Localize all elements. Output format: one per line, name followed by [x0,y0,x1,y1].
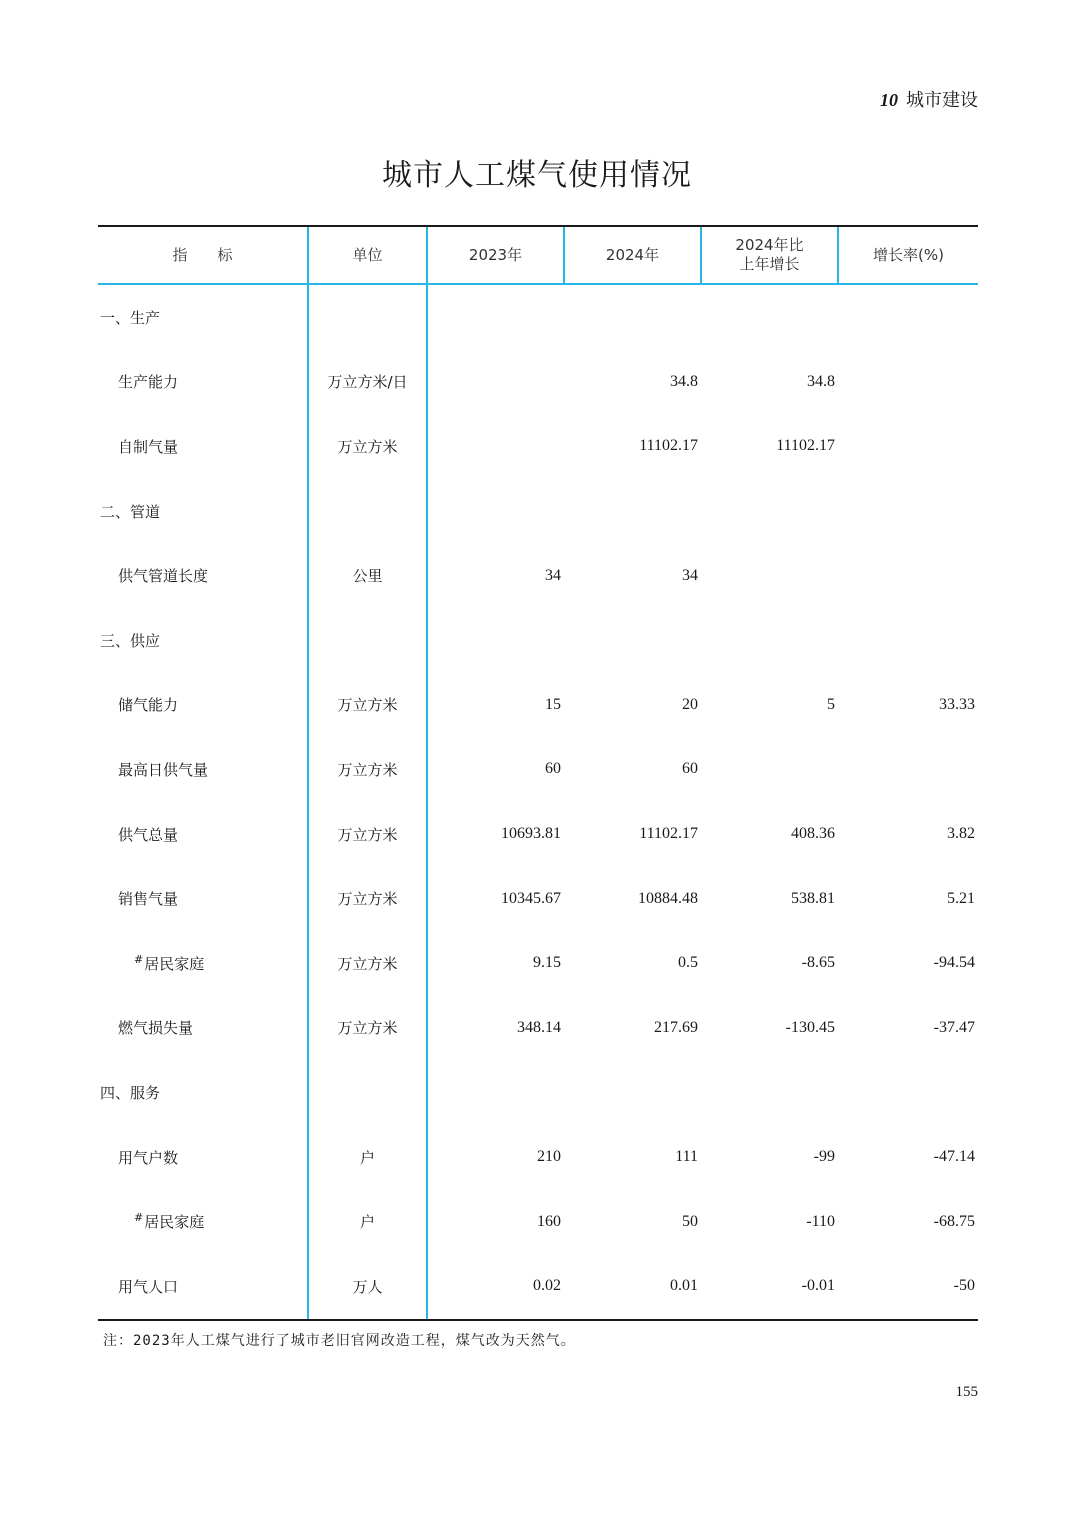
cell-rate: -50 [838,1254,978,1320]
row-label: 居民家庭 [144,1213,205,1232]
page-number: 155 [955,1384,978,1400]
row-label: 一、生产 [100,308,161,327]
row-label: 三、供应 [100,631,161,650]
cell-increase [701,737,838,802]
cell-unit: 万人 [308,1254,427,1320]
chapter-header [880,86,978,112]
table-row [98,350,978,415]
table-row [98,996,978,1061]
cell-2023: 15 [545,695,561,713]
cell-2024: 11102.17 [639,825,698,843]
cell-increase: -130.45 [785,1018,835,1036]
cell-rate: 33.33 [939,695,975,713]
col-header-rate: 增长率(%) [838,226,978,284]
row-label-cell [98,1125,308,1190]
cell-increase: 34.8 [807,372,835,390]
row-label-cell [98,802,308,867]
cell-2024: 60 [682,760,698,778]
row-mark: # [134,952,144,966]
table-row [98,608,978,673]
cell-rate: -47.14 [933,1148,975,1166]
cell-2023 [427,350,564,415]
row-label: 二、管道 [100,502,161,521]
cell-unit [308,479,427,544]
cell-2024: 11102.17 [639,437,698,455]
cell-2023 [427,284,564,350]
cell-unit: 万立方米 [308,802,427,867]
cell-increase: 538.81 [791,889,835,907]
table-row [98,1125,978,1190]
col-header-2024: 2024年 [564,226,701,284]
col-header-2023: 2023年 [427,226,564,284]
cell-unit: 万立方米 [308,866,427,931]
row-label-cell [98,1189,308,1254]
row-label-cell [98,931,308,996]
row-label: 供气总量 [118,825,179,844]
row-label: 四、服务 [100,1083,161,1102]
cell-rate: -68.75 [933,1212,975,1230]
chapter-title: 城市建设 [906,90,978,111]
table-row [98,479,978,544]
cell-2024: 0.01 [564,1254,701,1320]
cell-rate [838,414,978,479]
row-label-cell [98,737,308,802]
cell-2024: 217.69 [654,1018,698,1036]
cell-2023 [427,414,564,479]
cell-2023: 34 [545,566,561,584]
cell-unit [308,1060,427,1125]
table-row [98,737,978,802]
row-label-cell [98,284,308,350]
table-body [98,284,978,1320]
cell-increase [701,543,838,608]
cell-increase [701,479,838,544]
gas-usage-table [98,225,978,1321]
cell-unit: 万立方米 [308,737,427,802]
row-label-cell [98,673,308,738]
cell-2023: 0.02 [427,1254,564,1320]
cell-2023: 160 [537,1212,561,1230]
cell-increase: -8.65 [801,954,835,972]
cell-rate [838,737,978,802]
row-label: 生产能力 [118,373,179,392]
col-header-unit: 单位 [308,226,427,284]
row-label-cell [98,608,308,673]
row-label: 用气户数 [118,1148,179,1167]
page-title: 城市人工煤气使用情况 [382,158,692,193]
cell-unit: 户 [308,1189,427,1254]
cell-2024: 34 [682,566,698,584]
cell-increase: -99 [813,1148,835,1166]
cell-2024 [564,608,701,673]
row-label-cell [98,996,308,1061]
cell-unit [308,608,427,673]
row-label-cell [98,1254,308,1320]
cell-2024 [564,1060,701,1125]
cell-unit: 万立方米 [308,996,427,1061]
row-label: 储气能力 [118,696,179,715]
cell-2024 [564,284,701,350]
cell-2023: 60 [545,760,561,778]
row-label: 居民家庭 [144,954,205,973]
cell-increase: -0.01 [701,1254,838,1320]
table-header-row [98,226,978,284]
cell-2023: 210 [537,1148,561,1166]
row-label: 销售气量 [118,890,179,909]
cell-2023: 10345.67 [501,889,561,907]
cell-2024: 111 [675,1148,698,1166]
cell-rate [838,284,978,350]
row-label-cell [98,866,308,931]
cell-increase [701,608,838,673]
cell-rate [838,1060,978,1125]
cell-2024: 34.8 [670,372,698,390]
cell-rate: -37.47 [933,1018,975,1036]
row-label-cell [98,479,308,544]
table-row [98,1189,978,1254]
cell-2023: 348.14 [517,1018,561,1036]
table-row [98,1060,978,1125]
cell-unit: 万立方米 [308,931,427,996]
cell-2023 [427,1060,564,1125]
cell-unit [308,284,427,350]
row-label-cell [98,1060,308,1125]
row-label-cell [98,543,308,608]
table-row [98,414,978,479]
gas-usage-table-container [98,225,978,1321]
cell-increase [701,284,838,350]
cell-2024 [564,479,701,544]
row-label: 供气管道长度 [118,567,209,586]
cell-rate: 5.21 [947,889,975,907]
cell-unit: 万立方米/日 [308,350,427,415]
col-header-increase: 2024年比 上年增长 [701,226,838,284]
cell-rate: -94.54 [933,954,975,972]
cell-rate [838,479,978,544]
cell-increase: 11102.17 [776,437,835,455]
cell-2024: 0.5 [678,954,698,972]
cell-2023: 9.15 [533,954,561,972]
cell-rate [838,543,978,608]
row-mark: # [134,1211,144,1225]
table-row [98,1254,978,1320]
cell-2023: 10693.81 [501,825,561,843]
table-row [98,802,978,867]
table-row [98,931,978,996]
table-row [98,673,978,738]
row-label: 燃气损失量 [118,1019,194,1038]
cell-increase: 5 [827,695,835,713]
cell-increase: -110 [806,1212,835,1230]
row-label: 用气人口 [118,1277,179,1296]
cell-2024: 50 [682,1212,698,1230]
cell-increase: 408.36 [791,825,835,843]
row-label: 最高日供气量 [118,760,209,779]
table-row [98,284,978,350]
cell-increase [701,1060,838,1125]
col-header-indicator: 指 标 [98,226,308,284]
row-label: 自制气量 [118,437,179,456]
cell-2023 [427,608,564,673]
cell-unit: 万立方米 [308,414,427,479]
cell-unit: 户 [308,1125,427,1190]
cell-2024: 20 [682,695,698,713]
cell-unit: 万立方米 [308,673,427,738]
cell-rate [838,608,978,673]
cell-rate: 3.82 [947,825,975,843]
row-label-cell [98,350,308,415]
table-row [98,543,978,608]
chapter-number: 10 [880,90,898,110]
cell-2023 [427,479,564,544]
cell-rate [838,350,978,415]
cell-unit: 公里 [308,543,427,608]
table-row [98,866,978,931]
footnote: 注：2023年人工煤气进行了城市老旧官网改造工程，煤气改为天然气。 [103,1333,576,1349]
cell-2024: 10884.48 [638,889,698,907]
row-label-cell [98,414,308,479]
